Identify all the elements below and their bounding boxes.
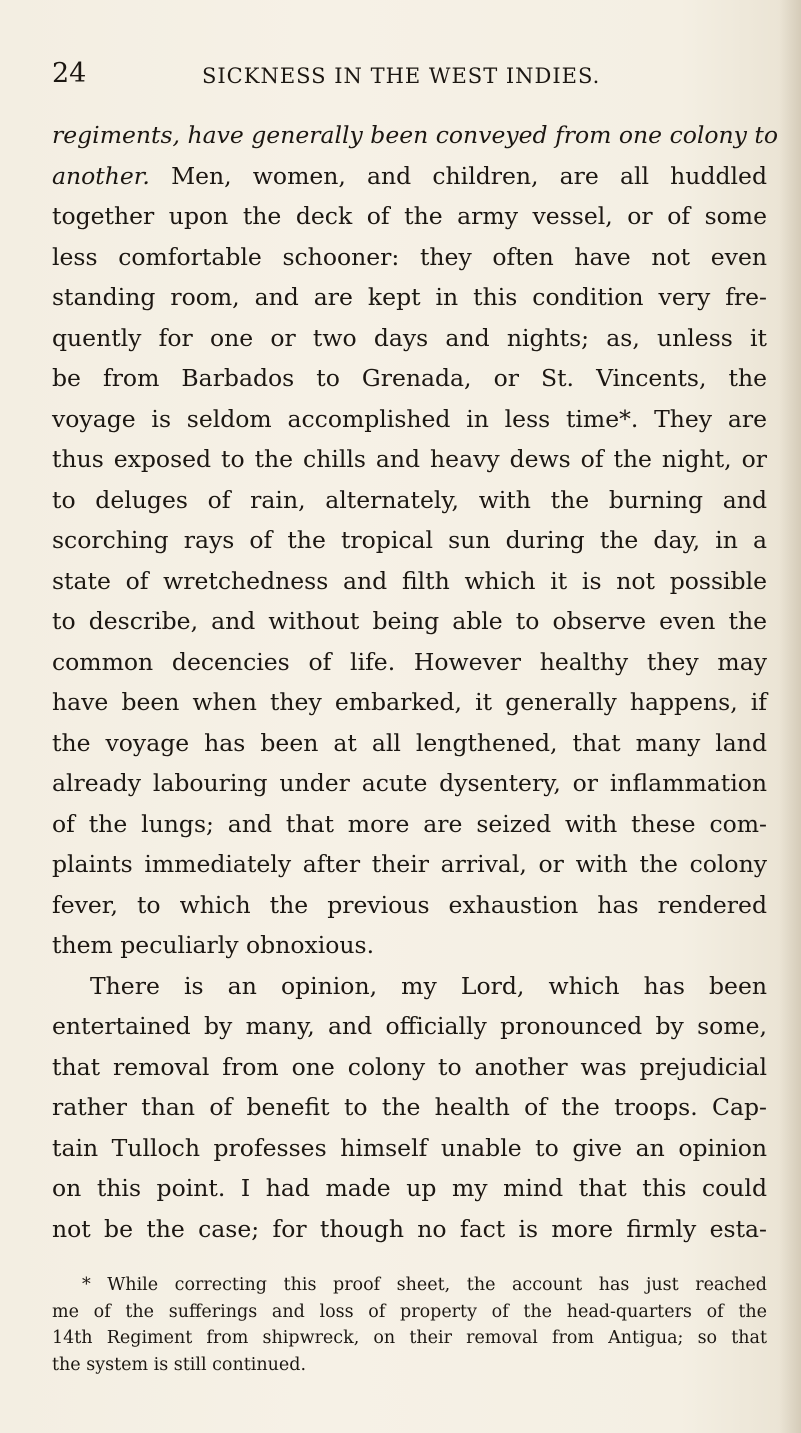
text-line: entertained by many, and officially pronounced by some, (52, 1012, 767, 1040)
text-line: state of wretchedness and filth which it is not possible (52, 566, 767, 595)
text-line: on this point. I had made up my mind that this could (52, 1174, 767, 1202)
text-line: fever, to which the previous exhaustion has rendered (52, 890, 767, 919)
text-line: voyage is seldom accomplished in less time*. They are (52, 404, 767, 433)
body-text (52, 115, 779, 1249)
footnote (52, 1272, 767, 1378)
text-line: have been when they embarked, it generally happens, if (52, 688, 767, 716)
footnote-line: me of the sufferings and loss of property of the head-quarters of the (52, 1301, 767, 1322)
footnote-line: the system is still continued. (52, 1354, 307, 1375)
text-line: tain Tulloch professes himself unable to give an opinion (52, 1133, 767, 1162)
text-line: thus exposed to the chills and heavy dews of the night, or (52, 445, 767, 473)
text-line: together upon the deck of the army vessel, or of some (52, 202, 767, 230)
text-line: plaints immediately after their arrival, or with the colony (52, 850, 767, 878)
text-line: less comfortable schooner: they often have not even (52, 242, 767, 271)
text-line: to deluges of rain, alternately, with the burning and (52, 485, 767, 514)
text-line: common decencies of life. However healthy they may (52, 647, 767, 676)
text-line: that removal from one colony to another was prejudicial (52, 1052, 767, 1081)
footnote-line: 14th Regiment from shipwreck, on their removal from Antigua; so that (52, 1328, 767, 1348)
text-line: standing room, and are kept in this condition very fre- (52, 283, 767, 311)
text-line-paragraph-start: There is an opinion, my Lord, which has been (90, 971, 767, 1000)
text-line (52, 156, 767, 197)
text-phrase: Men, women, and children, are all huddled (149, 161, 767, 190)
text-line: of the lungs; and that more are seized with these com- (52, 809, 767, 838)
footnote-line: * While correcting this proof sheet, the account has just reached (82, 1275, 767, 1295)
text-line: regiments, have generally been conveyed from one colony to (52, 121, 779, 149)
text-line-paragraph-end: them peculiarly obnoxious. (52, 931, 375, 959)
page-number: 24 (52, 58, 87, 89)
text-line: to describe, and without being able to observe even the (52, 607, 767, 635)
text-line: quently for one or two days and nights; as, unless it (52, 323, 767, 352)
text-line: scorching rays of the tropical sun during the day, in a (52, 526, 767, 554)
text-line: already labouring under acute dysentery, or inflammation (52, 769, 767, 797)
italic-phrase: another. (52, 161, 150, 190)
page-header (52, 56, 752, 96)
text-line: rather than of benefit to the health of the troops. Cap- (52, 1093, 767, 1121)
running-title: SICKNESS IN THE WEST INDIES. (202, 64, 601, 88)
text-line: the voyage has been at all lengthened, that many land (52, 728, 767, 757)
text-line: not be the case; for though no fact is more firmly esta- (52, 1214, 767, 1243)
text-line: be from Barbados to Grenada, or St. Vincents, the (52, 364, 767, 392)
page-edge-shadow (779, 0, 801, 1433)
